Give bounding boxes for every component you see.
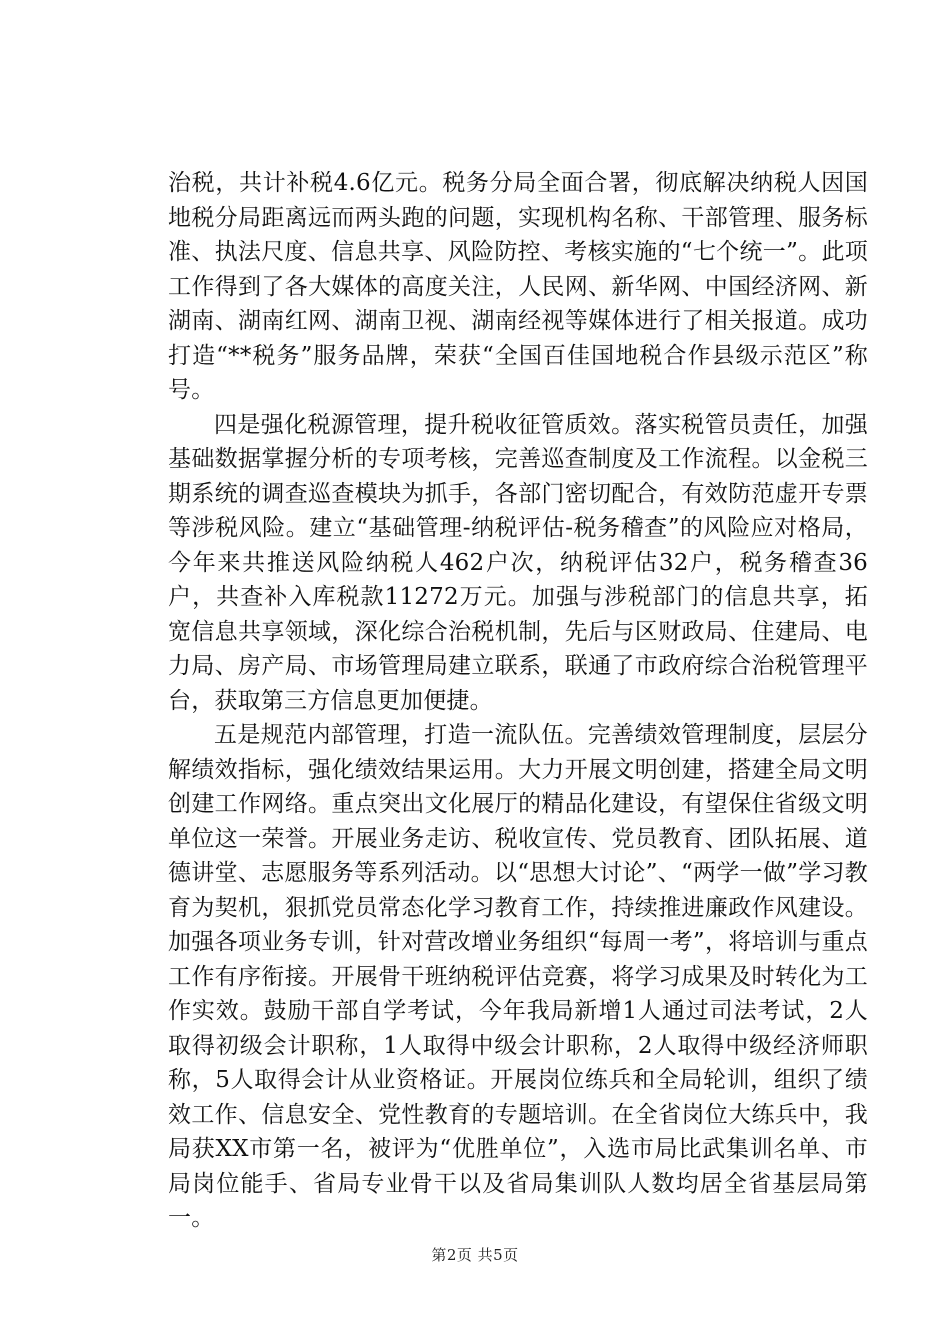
document-body [168, 166, 868, 1236]
paragraph-tax-source-management: 四是强化税源管理，提升税收征管质效。落实税管员责任，加强基础数据掌握分析的专项考核，完善巡查制度及工作流程。以金税三期系统的调查巡查模块为抓手，各部门密切配合，有效防范虚开专票等涉税风险。建立“基础管理-纳税评估-税务稽查”的风险应对格局，今年来共推送风险纳税人462户次，纳税评估32户，税务稽查36户，共查补入库税款11272万元。加强与涉税部门的信息共享，拓宽信息共享领域，深化综合治税机制，先后与区财政局、住建局、电力局、房产局、市场管理局建立联系，联通了市政府综合治税管理平台，获取第三方信息更加便捷。 [168, 411, 868, 714]
paragraph-internal-management: 五是规范内部管理，打造一流队伍。完善绩效管理制度，层层分解绩效指标，强化绩效结果运用。大力开展文明创建，搭建全局文明创建工作网络。重点突出文化展厅的精品化建设，有望保住省级文明单位这一荣誉。开展业务走访、税收宣传、党员教育、团队拓展、道德讲堂、志愿服务等系列活动。以“思想大讨论”、“两学一做”学习教育为契机，狠抓党员常态化学习教育工作，持续推进廉政作风建设。加强各项业务专训，针对营改增业务组织“每周一考”，将培训与重点工作有序衔接。开展骨干班纳税评估竞赛，将学习成果及时转化为工作实效。鼓励干部自学考试，今年我局新增1人通过司法考试，2人取得初级会计职称，1人取得中级会计职称，2人取得中级经济师职称，5人取得会计从业资格证。开展岗位练兵和全局轮训，组织了绩效工作、信息安全、党性教育的专题培训。在全省岗位大练兵中，我局获XX市第一名，被评为“优胜单位”，入选市局比武集训名单、市局岗位能手、省局专业骨干以及省局集训队人数均居全省基层局第一。 [168, 722, 868, 1231]
page-number-footer: 第2页 共5页 [431, 1246, 519, 1264]
paragraph-continuation: 治税，共计补税4.6亿元。税务分局全面合署，彻底解决纳税人因国地税分局距离远而两头跑的问题，实现机构名称、干部管理、服务标准、执法尺度、信息共享、风险防控、考核实施的“七个统一”。此项工作得到了各大媒体的高度关注，人民网、新华网、中国经济网、新湖南、湖南红网、湖南卫视、湖南经视等媒体进行了相关报道。成功打造“**税务”服务品牌，荣获“全国百佳国地税合作县级示范区”称号。 [168, 170, 868, 403]
